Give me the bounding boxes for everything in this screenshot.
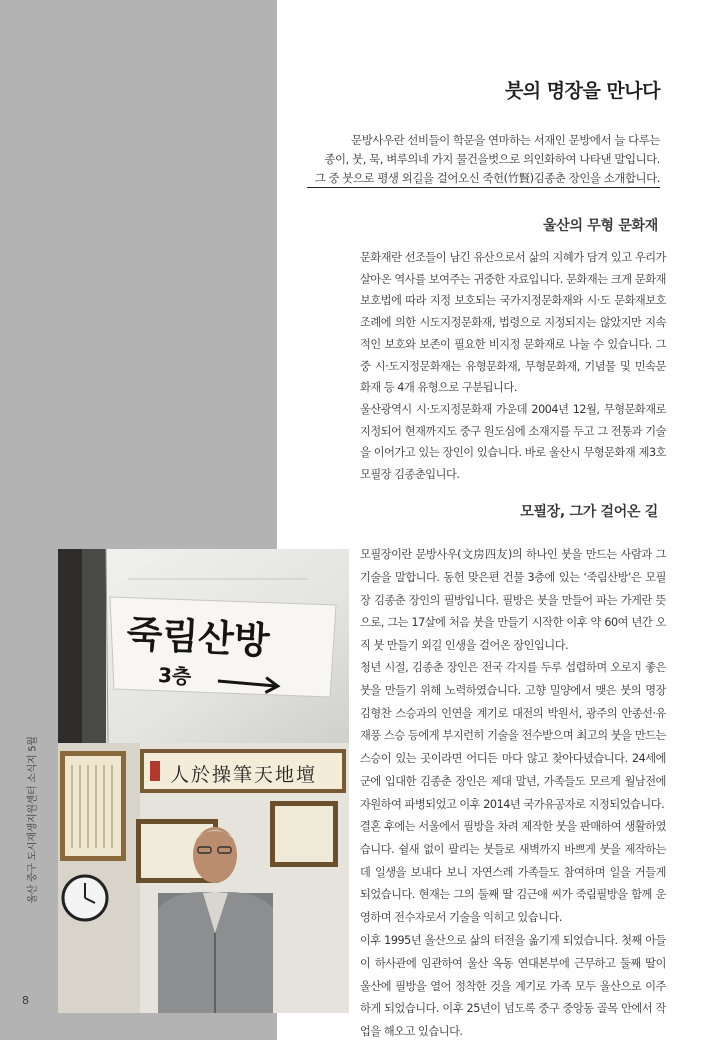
paragraph: 청년 시절, 김종춘 장인은 전국 각지를 두루 섭렵하며 오로지 좋은 붓을 만들기 위해 노력하였습니다. 고향 밀양에서 맺은 붓의 명장 김형찬 스승과의 인연을 계기로 대전의 박원서, 광주의 안종선·유재풍 스승 등에게 부지런히 기술을 전수받으며 최고의 붓을 만드는 스승이 있는 곳이라면 어디든 마다 않고 찾아다녔습니다. 24세에 군에 입대한 김종춘 장인은 제대 말년, 가족들도 모르게 월남전에 자원하여 파병되었고 이후 2014년 국가유공자로 지정되었습니다. [360, 661, 666, 811]
page-number: 8 [22, 994, 29, 1007]
intro-text [296, 131, 660, 188]
sign-text-line2: 3층 [157, 662, 192, 689]
paragraph: 모필장이란 문방사우(文房四友)의 하나인 붓을 만드는 사람과 그 기술을 말합니다. 동헌 맞은편 건물 3층에 있는 ‘죽림산방’은 모필장 김종춘 장인의 필방입니다. 필방은 붓을 만들어 파는 가게란 뜻으로, 그는 17살에 처음 붓을 만들기 시작한 이후 약 60여 년간 오직 붓 만들기 외길 인생을 걸어온 장인입니다. [360, 548, 666, 653]
photo-shop-sign [58, 549, 349, 743]
photo-craftsman [58, 743, 349, 1013]
section-heading-craftsman: 모필장, 그가 걸어온 길 [520, 504, 658, 520]
paragraph: 이후 1995년 울산으로 삶의 터전을 옮기게 되었습니다. 첫째 아들이 하사관에 임관하여 울산 옥동 연대본부에 근무하고 둘째 딸이 울산에 필방을 열어 정착한 것을 계기로 가족 모두 울산으로 이주하게 되었습니다. 이후 25년이 넘도록 중구 중앙동 골목 안에서 작업을 해오고 있습니다. [360, 934, 666, 1039]
paragraph: 결혼 후에는 서울에서 필방을 차려 제작한 붓을 판매하여 생활하였습니다. 쉴새 없이 팔리는 붓들로 새벽까지 바쁘게 붓을 제작하는데 일생을 보내다 보니 자연스레 가족들도 참여하며 일을 거들게 되었습니다. 현재는 그의 둘째 딸 김근애 씨가 죽림필방을 함께 운영하며 전수자로서 기술을 익히고 있습니다. [360, 820, 666, 925]
intro-divider [307, 187, 660, 188]
section-heading-heritage: 울산의 무형 문화재 [543, 218, 658, 234]
intro-line: 종이, 붓, 묵, 벼루의네 가지 물건을벗으로 의인화하여 나타낸 말입니다. [324, 152, 660, 166]
paragraph: 울산광역시 시·도지정문화재 가운데 2004년 12월, 무형문화재로 지정되어 현재까지도 중구 원도심에 소재지를 두고 그 전통과 기술을 이어가고 있는 장인이 있습니다. 바로 울산시 무형문화재 제3호 모필장 김종춘입니다. [360, 403, 666, 482]
page-title: 붓의 명장을 만나다 [504, 80, 660, 102]
side-caption: 울산 중구 도시재생지원센터 소식지 5월 [27, 736, 39, 904]
calligraphy-text: 人於操筆天地壇 [170, 764, 318, 786]
sign-text-line1: 죽림산방 [125, 612, 271, 663]
paragraph: 문화재란 선조들이 남긴 유산으로서 삶의 지혜가 담겨 있고 우리가살아온 역사를 보여주는 귀중한 자료입니다. 문화재는 크게 문화재보호법에 따라 지정 보호되는 국가지정문화재와 시·도 문화재보호 조례에 의한 시도지정문화재, 법령으로 지정되지는 않았지만 지속적인 보호와 보존이 필요한 비지정 문화재로 나눌 수 있습니다. 그 중 시·도지정문화재는 유형문화재, 무형문화재, 기념물 및 민속문화재 등 4개 유형으로 구분됩니다. [360, 251, 666, 395]
man-face [193, 827, 237, 883]
craftsman-image [58, 743, 349, 1013]
intro-line: 그 중 붓으로 평생 외길을 걸어오신 죽헌(竹賢)김종춘 장인을 소개합니다. [314, 171, 660, 185]
intro-line: 문방사우란 선비들이 학문을 연마하는 서재인 문방에서 늘 다루는 [351, 133, 660, 147]
shop-sign-image [58, 549, 349, 743]
